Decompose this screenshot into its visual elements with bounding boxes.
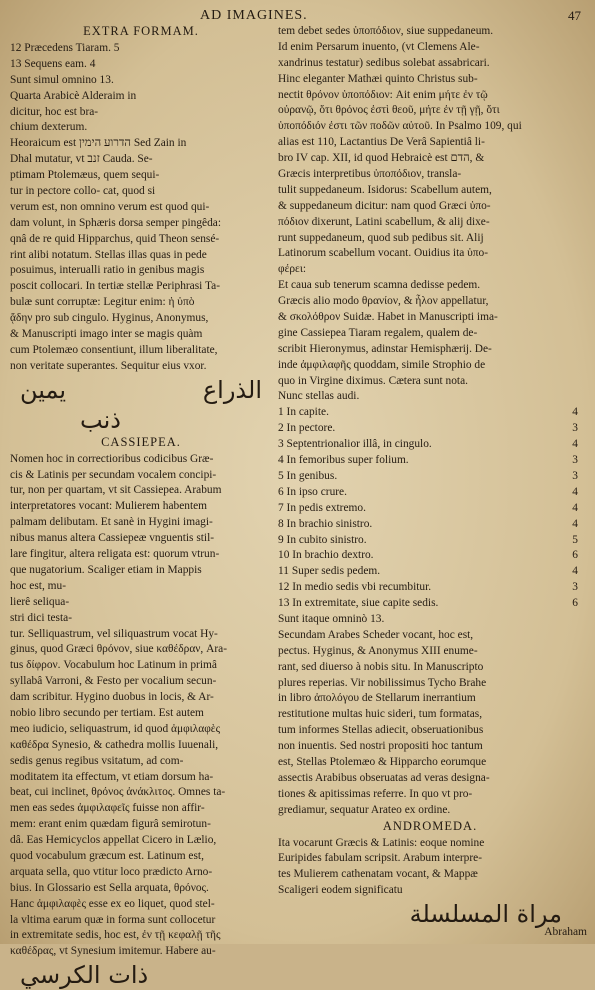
star-position-label: 8 In brachio sinistro. — [278, 517, 373, 530]
star-position-label: 7 In pedis extremo. — [278, 501, 366, 514]
text-line: palmam delibutam. Et sanè in Hygini imagi- — [10, 516, 213, 529]
left-top-text — [10, 41, 272, 375]
star-position-label: 12 In medio sedis vbi recumbitur. — [278, 581, 432, 594]
text-line: plures reperias. Vir nobilissimus Tycho Brahe — [278, 676, 487, 689]
text-line: Hanc ἀμφιλαφὲς esse ex eo liquet, quod stel- — [10, 897, 215, 910]
text-line: Græcis alio modo θρανίον, & ἦλον appellatur, — [278, 295, 489, 308]
arabic-text-dhat-al-kursi: ذات الكرسي — [20, 961, 149, 990]
text-line: chium dexterum. — [10, 121, 88, 134]
text-line: non inuentis. Sed nostri propositi hoc tantum — [278, 740, 483, 753]
text-line: sedis genus regibus vsitatum, ad com- — [10, 754, 184, 767]
star-position-label: 4 In femoribus super folium. — [278, 454, 409, 467]
text-line: 12 Præcedens Tiaram. 5 — [10, 42, 120, 54]
star-magnitude: 3 — [572, 581, 578, 594]
text-line: posuimus, interualli ratio in genibus magis — [10, 264, 205, 277]
text-line: la vltima earum quæ in forma sunt collocetur — [10, 913, 216, 926]
text-line: tes Mulierem cathenatam vocant, & Mappæ — [278, 868, 478, 881]
text-line: scribit Hieronymus, adinstar Hemisphærij. De- — [278, 342, 492, 355]
text-line: in extremitate sedis, hoc est, ἐν τῇ κεφαλῇ τῆς — [10, 929, 221, 942]
star-entry — [278, 548, 582, 564]
arabic-inscription-1 — [10, 375, 272, 405]
star-position-label: 6 In ipso crure. — [278, 485, 347, 498]
star-position-label: 9 In cubito sinistro. — [278, 533, 367, 546]
arabic-text-mara-al-musalsala: مراة المسلسلة — [409, 900, 562, 929]
star-entry — [278, 469, 582, 485]
text-line: dam scribitur. Hygino duobus in locis, & Ar- — [10, 691, 214, 704]
text-line: lierê seliqua- — [10, 595, 70, 608]
text-line: nibus manus altera Cassiepeæ vnguentis stil- — [10, 532, 215, 545]
star-magnitude: 3 — [572, 469, 578, 482]
left-bottom-text — [10, 452, 272, 961]
star-position-label: 13 In extremitate, siue capite sedis. — [278, 597, 439, 610]
star-magnitude: 4 — [572, 501, 578, 514]
text-line: Id enim Persarum inuento, (vt Clemens Ale- — [278, 40, 480, 53]
star-magnitude: 6 — [572, 597, 578, 610]
section-title-extra-formam: EXTRA FORMAM. — [83, 24, 199, 38]
text-line: Et caua sub tenerum scamna dedisse pedem. — [278, 279, 481, 292]
text-line: tiones & apitissimas referre. In quo vt pro- — [278, 787, 473, 800]
text-line: tum informes Stellas adiecit, obseruationibus — [278, 724, 484, 737]
text-line: est, Stellas Ptolemæo & Hipparcho eorumque — [278, 755, 487, 768]
text-line: nobio libro secundo per tertiam. Est autem — [10, 706, 204, 719]
text-line: Sunt itaque omninò 13. — [278, 612, 385, 625]
text-line: tem debet sedes ὑποπόδιον, siue suppedaneum. — [278, 25, 494, 37]
star-position-label: 11 Super sedis pedem. — [278, 565, 381, 578]
text-line: Quarta Arabicè Alderaim in — [10, 89, 137, 102]
text-line: qnâ de re quid Hipparchus, quid Theon sensé- — [10, 232, 220, 245]
text-line: rint alibi notatum. Stellas illas quas in pede — [10, 248, 207, 261]
text-line: alias est 110, Lactantius De Verâ Sapientiâ li- — [278, 136, 485, 149]
text-line: inde ἀμφιλαφῆς quoddam, simile Strophio de — [278, 358, 486, 371]
star-position-label: 1 In capite. — [278, 406, 329, 419]
text-line: syllabâ Varroni, & Festo per vocalium secun- — [10, 675, 217, 688]
text-line: xandrinus testatur) sedibus solebat assabricari. — [278, 56, 490, 69]
star-magnitude: 4 — [572, 565, 578, 578]
text-line: nectit θρόνον ὑποπόδιον: Ait enim μήτε ἐν τῷ — [278, 88, 488, 101]
text-line: arquata sella, quo vtitur loco prædicto Arno- — [10, 865, 213, 878]
text-line: lare fingitur, altera religata est: quorum vtrun- — [10, 548, 220, 561]
left-column — [10, 24, 272, 990]
text-line: Hinc eleganter Mathæi quinto Christus sub- — [278, 72, 478, 85]
star-entry — [278, 533, 582, 549]
text-line: restitutione multas huic sideri, tum formatas, — [278, 708, 483, 721]
text-line: Scaligeri eodem significatu — [278, 884, 403, 897]
text-line: grediamur, sequatur Arateo ex ordine. — [278, 803, 451, 816]
text-line: cis & Latinis per secundam vocalem concipi- — [10, 468, 217, 481]
text-line: Dhal mutatur, vt זנב Cauda. Se- — [10, 153, 153, 166]
star-magnitude: 4 — [572, 438, 578, 451]
text-line: & σκολόθρον Suidæ. Habet in Manuscripti ima- — [278, 311, 498, 324]
text-line: mem: erant enim quædam figurâ semirotun- — [10, 818, 211, 831]
text-line: dicitur, hoc est bra- — [10, 105, 99, 118]
catchword: Abraham — [544, 926, 587, 938]
arabic-inscription-2 — [10, 405, 272, 435]
text-line: bius. In Glossario est Sella arquata, θρόνος. — [10, 881, 209, 894]
star-entry — [278, 421, 582, 437]
right-bottom-text — [278, 836, 582, 900]
text-line: rant, sed diuerso à nobis situ. In Manuscripto — [278, 660, 484, 673]
page-number: 47 — [568, 8, 581, 23]
star-position-label: 2 In pectore. — [278, 422, 336, 435]
star-entry — [278, 501, 582, 517]
text-line: interpretatores vocant: Mulierem habentem — [10, 500, 208, 513]
star-magnitude: 5 — [572, 533, 578, 546]
text-line: que nugatorium. Scaliger etiam in Mappis — [10, 563, 202, 576]
star-magnitude: 4 — [572, 485, 578, 498]
text-line: ὑποπόδιόν ἐστι τῶν ποδῶν αὐτοῦ. In Psalmo 109, qui — [278, 120, 522, 133]
star-magnitude: 3 — [572, 422, 578, 435]
section-title-cassiepea: CASSIEPEA. — [101, 434, 181, 449]
text-line: Nunc stellas audi. — [278, 390, 360, 403]
right-column — [278, 24, 582, 929]
text-line: & suppedaneum dicitur: nam quod Græci ὑπο- — [278, 199, 491, 212]
star-entry — [278, 437, 582, 453]
star-entry — [278, 596, 582, 612]
text-line: quod vocabulum græcum est. Latinum est, — [10, 849, 204, 862]
star-list — [278, 405, 582, 612]
text-line: καθέδρας, vt Synesium imitemur. Habere au- — [10, 945, 216, 958]
text-line: hoc est, mu- — [10, 579, 66, 592]
star-entry — [278, 453, 582, 469]
text-line: Græcis interpretibus ὑποπόδιον, transla- — [278, 168, 462, 181]
arabic-text-yamin: يمين — [20, 375, 67, 404]
text-line: Heoraicum est הדרוע הימין Sed Zain in — [10, 137, 187, 150]
arabic-text-dhiraa: الذراع — [202, 375, 262, 404]
running-head: AD IMAGINES. — [200, 8, 308, 23]
text-line: quo in Virgine diximus. Cætera sunt nota. — [278, 374, 468, 387]
text-line: cum Ptolemæo consentiunt, illum liberalitate, — [10, 343, 218, 356]
text-line: assectis Arabibus obseruatas ad veras designa- — [278, 771, 490, 784]
text-line: beat, cui inclinet, θρόνος ἀνάκλιτος. Omnes ta- — [10, 786, 226, 799]
star-entry — [278, 580, 582, 596]
text-line: οὐρανῷ, ὅτι θρόνος ἐστὶ θεοῦ, μήτε ἐν τῇ γῇ, ὅτι — [278, 104, 500, 117]
text-line: tulit suppedaneum. Isidorus: Scabellum autem, — [278, 183, 492, 196]
text-line: bulæ sunt corruptæ: Legitur enim: ἡ ὑπὸ — [10, 296, 195, 309]
text-line: men eas sedes ἀμφιλαφεῖς fuisse non affir- — [10, 802, 205, 815]
star-position-label: 10 In brachio dextro. — [278, 549, 374, 562]
star-entry — [278, 564, 582, 580]
text-line: dâ. Eas Hemicyclos appellat Cicero in Lælio, — [10, 834, 217, 847]
star-magnitude: 6 — [572, 549, 578, 562]
star-entry — [278, 517, 582, 533]
arabic-text-dhanab: ذنب — [80, 405, 121, 434]
text-line: bro IV cap. XII, id quod Hebraicè est הדם, & — [278, 152, 485, 165]
text-line: pectus. Hyginus, & Anonymus XIII enume- — [278, 644, 478, 657]
text-line: ginus, quod Græci θρόνον, siue καθέδραν, Ara- — [10, 643, 227, 656]
star-position-label: 5 In genibus. — [278, 469, 338, 482]
text-line: Latinorum scabellum vocant. Ouidius ita ὑπο- — [278, 247, 489, 260]
text-line: Secundam Arabes Scheder vocant, hoc est, — [278, 628, 474, 641]
text-line: 13 Sequens eam. 4 — [10, 57, 96, 70]
star-magnitude: 4 — [572, 517, 578, 530]
text-line: dam volunt, in Sphæris dorsa semper pingêda: — [10, 216, 222, 229]
text-line: runt suppedaneum, quod sub pedibus sit. Alij — [278, 231, 484, 244]
text-line: ptimam Ptolemæus, quem sequi- — [10, 169, 160, 182]
text-line: καθέδρα Synesio, & cathedra mollis Iuuenali, — [10, 738, 219, 751]
star-magnitude: 4 — [572, 406, 578, 419]
text-line: tur in pectore collo- cat, quod si — [10, 185, 156, 198]
text-line: tur, non per quartam, vt sit Cassiepea. Arabum — [10, 484, 222, 497]
right-middle-text — [278, 612, 582, 819]
text-line: Ita vocarunt Græcis & Latinis: eoque nomine — [278, 836, 485, 849]
text-line: moditatem ita effectum, vt etiam dorsum ha- — [10, 770, 214, 783]
text-line: Sunt simul omnino 13. — [10, 73, 114, 86]
star-position-label: 3 Septentrionalior illâ, in cingulo. — [278, 438, 432, 451]
star-entry — [278, 405, 582, 421]
text-line: poscit collocari. In tertiæ stellæ Periphrasi Ta- — [10, 280, 220, 293]
text-line: tus δίφρον. Vocabulum hoc Latinum in primâ — [10, 659, 217, 672]
text-line: πόδιον dixerunt, Latini scabellum, & alij dixe- — [278, 215, 490, 228]
text-line: Euripides fabulam scripsit. Arabum interpre- — [278, 852, 483, 865]
text-line: stri dici testa- — [10, 611, 72, 624]
text-line: in libro ἀπολόγου de Stellarum inerrantium — [278, 692, 476, 705]
section-title-andromeda: ANDROMEDA. — [382, 818, 478, 833]
star-entry — [278, 485, 582, 501]
text-line: verum est, non omnino verum est quod qui- — [10, 200, 210, 213]
text-line: non veritate superantes. Sequitur eius vxor. — [10, 359, 207, 372]
arabic-inscription-4 — [278, 899, 582, 929]
star-magnitude: 3 — [572, 454, 578, 467]
text-line: Nomen hoc in correctioribus codicibus Græ- — [10, 452, 214, 465]
text-line: tur. Selliquastrum, vel siliquastrum vocat Hy- — [10, 627, 218, 640]
text-line: & Manuscripti imago inter se magis quàm — [10, 328, 203, 341]
text-line: ᾄδην pro sub cingulo. Hyginus, Anonymus, — [10, 312, 209, 325]
text-line: φέρει: — [278, 263, 307, 276]
text-line: gine Cassiepea Tiaram regalem, qualem de- — [278, 326, 478, 339]
arabic-inscription-3 — [10, 960, 272, 990]
text-line: meo iudicio, seliquastrum, id quod ἀμφιλαφὲς — [10, 722, 221, 735]
right-top-text — [278, 24, 582, 405]
